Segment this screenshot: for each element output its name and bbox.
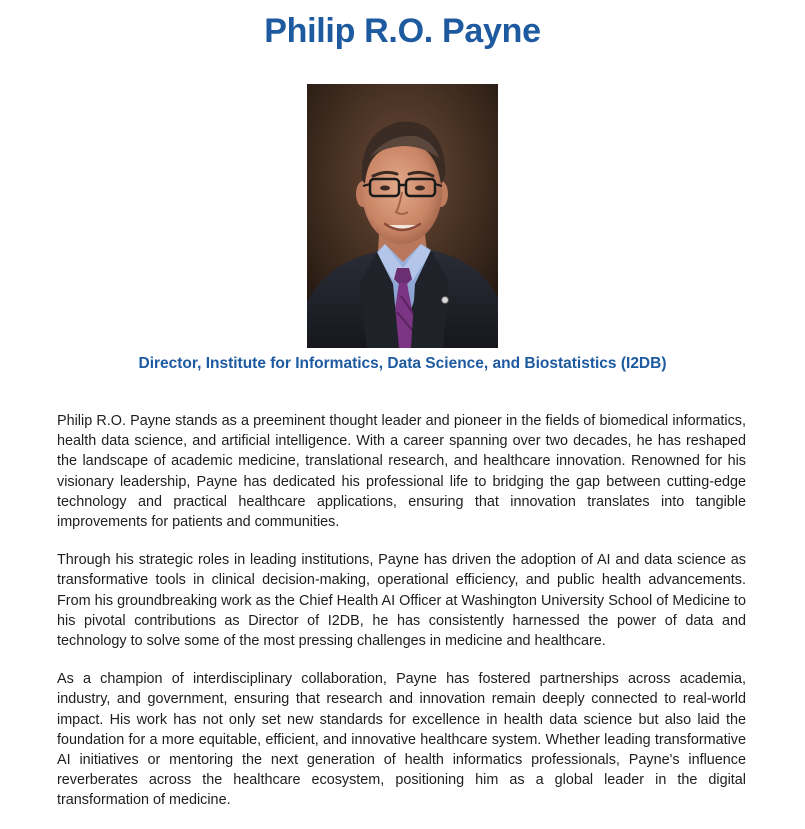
person-portrait-icon <box>307 84 498 348</box>
profile-photo <box>307 84 498 348</box>
bio-paragraph: As a champion of interdisciplinary collaboration, Payne has fostered partnerships across academia, industry, and government, ensuring that research and innovation remain deeply connected to real-world impact. His work has not only set new standards for excellence in health data science but also laid the foundation for a more equitable, efficient, and innovative healthcare system. Whether leading transformative AI initiatives or mentoring the next generation of health informatics professionals, Payne's influence reverberates across the healthcare ecosystem, positioning him as a global leader in the digital transformation of medicine. <box>57 671 746 809</box>
bio-paragraph: Philip R.O. Payne stands as a preeminent thought leader and pioneer in the fields of biomedical informatics, health data science, and artificial intelligence. With a career spanning over two decades, he has reshaped the landscape of academic medicine, translational research, and healthcare innovation. Renowned for his visionary leadership, Payne has dedicated his professional life to bridging the gap between cutting-edge technology and practical healthcare applications, ensuring that innovation translates into tangible improvements for patients and communities. <box>57 413 746 531</box>
page-title: Philip R.O. Payne <box>264 12 541 50</box>
biography <box>57 411 746 829</box>
bio-paragraph: Through his strategic roles in leading institutions, Payne has driven the adoption of AI and data science as transformative tools in clinical decision-making, operational efficiency, and public health advancements. From his groundbreaking work as the Chief Health AI Officer at Washington University School of Medicine to his pivotal contributions as Director of I2DB, he has consistently harnessed the power of data and technology to solve some of the most pressing challenges in medicine and healthcare. <box>57 552 746 650</box>
job-title: Director, Institute for Informatics, Data Science, and Biostatistics (I2DB) <box>138 355 667 372</box>
